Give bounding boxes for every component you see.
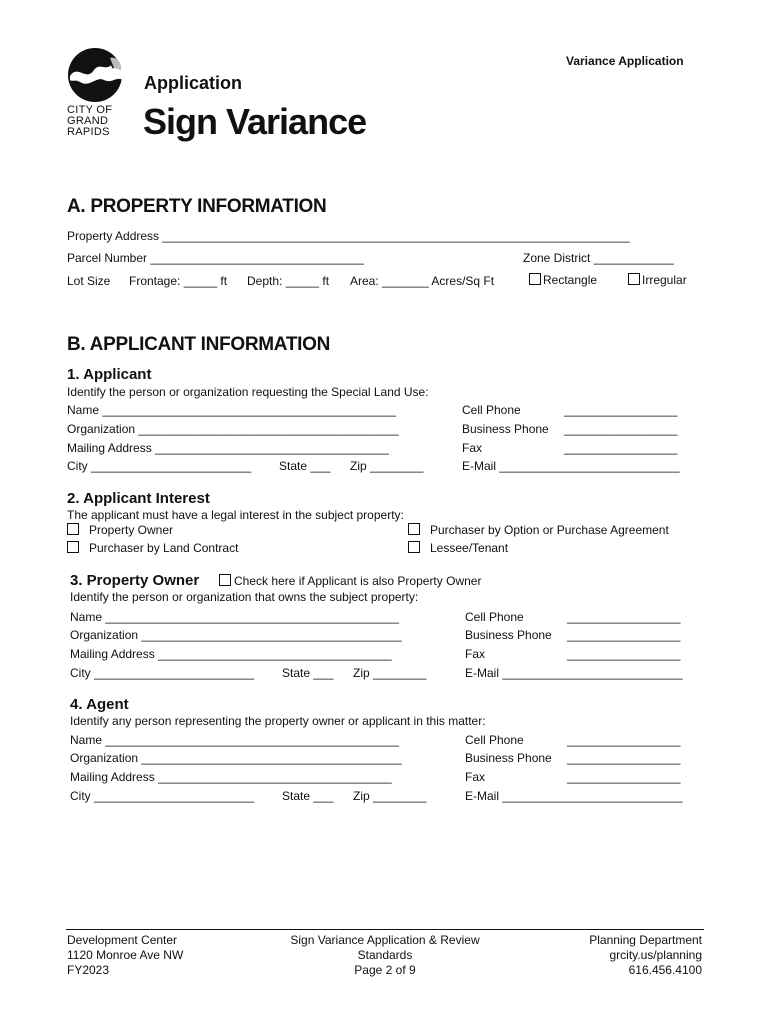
owner-same-option[interactable] xyxy=(219,574,481,588)
owner-city-field[interactable]: City ________________________ xyxy=(70,666,255,680)
zone-district-field[interactable]: Zone District ____________ xyxy=(523,251,674,265)
interest-option-land-contract[interactable] xyxy=(67,541,238,555)
lessee-checkbox[interactable] xyxy=(408,541,420,553)
footer-right-line: Planning Department xyxy=(589,933,702,947)
owner-instruction: Identify the person or organization that owns the subject property: xyxy=(70,590,419,604)
owner-fax-field[interactable]: _________________ xyxy=(567,647,681,661)
logo-wordmark: CITY OF GRAND RAPIDS xyxy=(67,104,113,138)
agent-state-field[interactable]: State ___ xyxy=(282,789,334,803)
purchaser-option-label: Purchaser by Option or Purchase Agreement xyxy=(430,523,669,537)
lot-size-label: Lot Size xyxy=(67,274,111,288)
owner-mailing-field[interactable]: Mailing Address ___________________________________ xyxy=(70,647,392,661)
footer-center-line: Sign Variance Application & Review xyxy=(290,933,480,947)
section-a-heading: A. PROPERTY INFORMATION xyxy=(67,196,327,217)
owner-name-field[interactable]: Name ____________________________________________ xyxy=(70,610,399,624)
footer-center xyxy=(270,933,500,978)
owner-business-field[interactable]: _________________ xyxy=(567,628,681,642)
page-title: Sign Variance xyxy=(143,101,367,142)
agent-business-label: Business Phone xyxy=(465,751,552,765)
applicant-cell-field[interactable]: _________________ xyxy=(564,403,678,417)
owner-cell-field[interactable]: _________________ xyxy=(567,610,681,624)
applicant-instruction: Identify the person or organization requesting the Special Land Use: xyxy=(67,385,429,399)
city-logo xyxy=(66,46,126,106)
owner-cell-label: Cell Phone xyxy=(465,610,524,624)
interest-heading: 2. Applicant Interest xyxy=(67,490,210,507)
property-address-field[interactable]: Property Address ______________________________________________________________________ xyxy=(67,229,630,243)
agent-email-field[interactable]: E-Mail ___________________________ xyxy=(465,789,683,803)
owner-email-field[interactable]: E-Mail ___________________________ xyxy=(465,666,683,680)
rectangle-option[interactable] xyxy=(529,273,597,287)
footer-left xyxy=(67,933,183,978)
agent-organization-field[interactable]: Organization _______________________________________ xyxy=(70,751,402,765)
document-kind: Variance Application xyxy=(566,54,684,68)
applicant-organization-field[interactable]: Organization _______________________________________ xyxy=(67,422,399,436)
agent-mailing-field[interactable]: Mailing Address ___________________________________ xyxy=(70,770,392,784)
agent-zip-field[interactable]: Zip ________ xyxy=(353,789,427,803)
interest-option-owner[interactable] xyxy=(67,523,173,537)
applicant-business-field[interactable]: _________________ xyxy=(564,422,678,436)
applicant-cell-label: Cell Phone xyxy=(462,403,521,417)
owner-state-field[interactable]: State ___ xyxy=(282,666,334,680)
application-label: Application xyxy=(144,73,242,93)
owner-fax-label: Fax xyxy=(465,647,486,661)
owner-option-label: Property Owner xyxy=(89,523,174,537)
footer-center-line: Page 2 of 9 xyxy=(354,963,416,977)
owner-same-label: Check here if Applicant is also Property Owner xyxy=(234,574,482,588)
applicant-mailing-field[interactable]: Mailing Address ___________________________________ xyxy=(67,441,389,455)
footer-left-line: FY2023 xyxy=(67,963,110,977)
interest-option-purchaser[interactable] xyxy=(408,523,669,537)
agent-cell-label: Cell Phone xyxy=(465,733,524,747)
applicant-business-label: Business Phone xyxy=(462,422,549,436)
lessee-option-label: Lessee/Tenant xyxy=(430,541,509,555)
applicant-zip-field[interactable]: Zip ________ xyxy=(350,459,424,473)
agent-cell-field[interactable]: _________________ xyxy=(567,733,681,747)
frontage-field[interactable]: Frontage: _____ ft xyxy=(129,274,228,288)
agent-business-field[interactable]: _________________ xyxy=(567,751,681,765)
agent-fax-field[interactable]: _________________ xyxy=(567,770,681,784)
rectangle-label: Rectangle xyxy=(543,273,598,287)
applicant-name-field[interactable]: Name ____________________________________________ xyxy=(67,403,396,417)
footer-right xyxy=(589,933,702,978)
purchaser-checkbox[interactable] xyxy=(408,523,420,535)
agent-city-field[interactable]: City ________________________ xyxy=(70,789,255,803)
applicant-fax-label: Fax xyxy=(462,441,483,455)
agent-heading: 4. Agent xyxy=(70,696,129,713)
owner-business-label: Business Phone xyxy=(465,628,552,642)
owner-zip-field[interactable]: Zip ________ xyxy=(353,666,427,680)
applicant-heading: 1. Applicant xyxy=(67,366,152,383)
land-contract-checkbox[interactable] xyxy=(67,541,79,553)
owner-checkbox[interactable] xyxy=(67,523,79,535)
area-field[interactable]: Area: _______ Acres/Sq Ft xyxy=(350,274,495,288)
footer-left-line: Development Center xyxy=(67,933,178,947)
owner-same-checkbox[interactable] xyxy=(219,574,231,586)
irregular-checkbox[interactable] xyxy=(628,273,640,285)
footer-divider xyxy=(66,929,704,930)
parcel-number-field[interactable]: Parcel Number ________________________________ xyxy=(67,251,364,265)
section-b-heading: B. APPLICANT INFORMATION xyxy=(67,334,331,355)
owner-organization-field[interactable]: Organization _______________________________________ xyxy=(70,628,402,642)
agent-instruction: Identify any person representing the property owner or applicant in this matter: xyxy=(70,714,486,728)
irregular-label: Irregular xyxy=(642,273,687,287)
interest-option-lessee[interactable] xyxy=(408,541,508,555)
footer-right-line: 616.456.4100 xyxy=(628,963,702,977)
rectangle-checkbox[interactable] xyxy=(529,273,541,285)
depth-field[interactable]: Depth: _____ ft xyxy=(247,274,330,288)
applicant-city-field[interactable]: City ________________________ xyxy=(67,459,252,473)
agent-name-field[interactable]: Name ____________________________________________ xyxy=(70,733,399,747)
owner-heading: 3. Property Owner xyxy=(70,572,200,589)
applicant-state-field[interactable]: State ___ xyxy=(279,459,331,473)
land-contract-option-label: Purchaser by Land Contract xyxy=(89,541,239,555)
applicant-email-field[interactable]: E-Mail ___________________________ xyxy=(462,459,680,473)
applicant-fax-field[interactable]: _________________ xyxy=(564,441,678,455)
footer-left-line: 1120 Monroe Ave NW xyxy=(67,948,184,962)
irregular-option[interactable] xyxy=(628,273,687,287)
interest-instruction: The applicant must have a legal interest in the subject property: xyxy=(67,508,404,522)
footer-center-line: Standards xyxy=(357,948,413,962)
footer-right-line: grcity.us/planning xyxy=(609,948,702,962)
agent-fax-label: Fax xyxy=(465,770,486,784)
